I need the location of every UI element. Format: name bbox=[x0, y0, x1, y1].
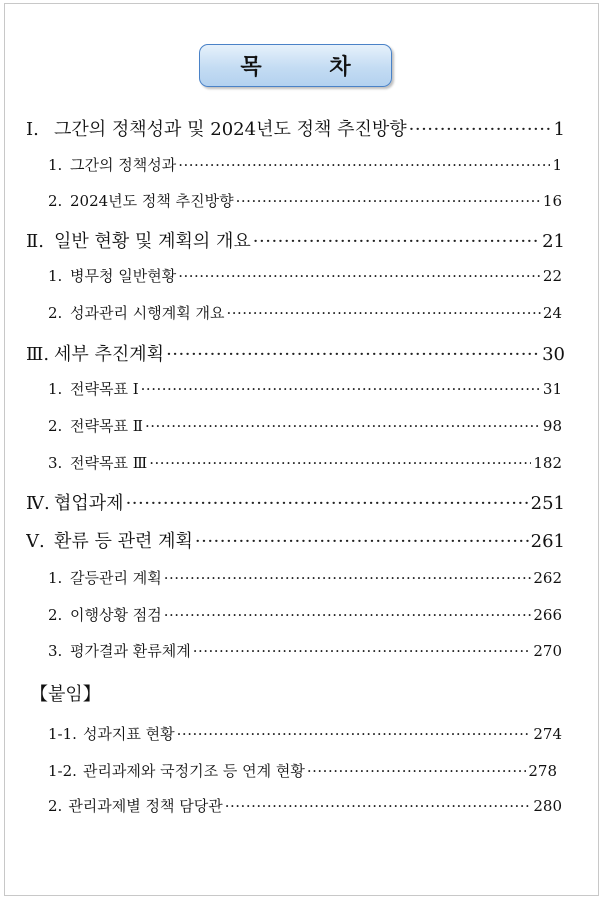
section-number: Ⅴ. bbox=[26, 531, 45, 552]
item-label: 관리과제별 정책 담당관 bbox=[68, 797, 223, 815]
toc-item[interactable] bbox=[48, 640, 562, 661]
dot-leader bbox=[409, 119, 552, 137]
dot-leader bbox=[193, 642, 532, 657]
toc-section[interactable] bbox=[26, 115, 565, 141]
page-number: 280 bbox=[533, 797, 562, 815]
section-label: 세부 추진계획 bbox=[54, 344, 165, 365]
item-label: 평가결과 환류체계 bbox=[70, 642, 191, 660]
page-number: 270 bbox=[533, 642, 562, 660]
item-number: 2. bbox=[48, 797, 63, 815]
section-label: 일반 현황 및 계획의 개요 bbox=[54, 231, 251, 252]
dot-leader bbox=[178, 156, 550, 171]
dot-leader bbox=[307, 762, 526, 777]
toc-title-box bbox=[199, 44, 392, 87]
dot-leader bbox=[236, 192, 541, 207]
section-number: Ⅱ. bbox=[26, 231, 44, 252]
toc-item[interactable] bbox=[48, 415, 562, 436]
dot-leader bbox=[164, 569, 532, 584]
item-label: 성과관리 시행계획 개요 bbox=[70, 304, 225, 322]
dot-leader bbox=[253, 231, 540, 249]
section-label: 협업과제 bbox=[54, 493, 124, 514]
toc-item[interactable] bbox=[48, 265, 562, 286]
section-label: 환류 등 관련 계획 bbox=[54, 531, 193, 552]
item-number: 2. bbox=[48, 417, 63, 435]
page-number: 98 bbox=[542, 417, 562, 435]
toc-item[interactable] bbox=[48, 378, 562, 399]
page-number: 261 bbox=[530, 531, 565, 552]
page-number: 1 bbox=[552, 156, 562, 174]
toc-item[interactable] bbox=[48, 604, 562, 625]
section-label: 그간의 정책성과 및 2024년도 정책 추진방향 bbox=[54, 119, 407, 140]
toc-item[interactable] bbox=[48, 302, 562, 323]
page-number: 21 bbox=[542, 231, 565, 252]
dot-leader bbox=[225, 797, 532, 812]
page-number: 22 bbox=[542, 267, 562, 285]
page-number: 251 bbox=[530, 493, 565, 514]
page-number: 24 bbox=[542, 304, 562, 322]
dot-leader bbox=[178, 267, 541, 282]
page-number: 182 bbox=[533, 454, 562, 472]
dot-leader bbox=[177, 725, 532, 740]
toc-title: 목 차 bbox=[240, 55, 381, 80]
item-label: 2024년도 정책 추진방향 bbox=[70, 192, 234, 210]
dot-leader bbox=[166, 344, 540, 362]
dot-leader bbox=[195, 531, 529, 549]
item-number: 3. bbox=[48, 454, 63, 472]
item-label: 관리과제와 국정기조 등 연계 현황 bbox=[82, 762, 305, 780]
dot-leader bbox=[145, 417, 541, 432]
dot-leader bbox=[226, 304, 540, 319]
toc-annex-item[interactable] bbox=[48, 760, 557, 781]
page-number: 1 bbox=[553, 119, 565, 140]
section-number: Ⅲ. bbox=[26, 344, 50, 365]
page-number: 16 bbox=[542, 192, 562, 210]
dot-leader bbox=[164, 606, 532, 621]
toc-section[interactable] bbox=[26, 489, 565, 515]
item-label: 전략목표 Ⅰ bbox=[70, 380, 139, 398]
section-number: Ⅰ. bbox=[26, 119, 39, 140]
item-label: 전략목표 Ⅲ bbox=[70, 454, 148, 472]
item-number: 1-1. bbox=[48, 725, 77, 743]
page-number: 31 bbox=[542, 380, 562, 398]
annex-title: 【붙임】 bbox=[30, 684, 101, 705]
item-number: 1-2. bbox=[48, 762, 77, 780]
toc-annex-item[interactable] bbox=[48, 723, 562, 744]
toc-item[interactable] bbox=[48, 154, 562, 175]
toc-annex-item[interactable] bbox=[48, 795, 562, 816]
dot-leader bbox=[126, 493, 529, 511]
toc-section[interactable] bbox=[26, 527, 565, 553]
item-label: 전략목표 Ⅱ bbox=[70, 417, 143, 435]
toc-item[interactable] bbox=[48, 452, 562, 473]
item-label: 그간의 정책성과 bbox=[70, 156, 177, 174]
toc-item[interactable] bbox=[48, 190, 562, 211]
page-number: 30 bbox=[542, 344, 565, 365]
item-number: 1. bbox=[48, 156, 63, 174]
item-label: 이행상황 점검 bbox=[70, 606, 162, 624]
item-number: 1. bbox=[48, 569, 63, 587]
item-number: 3. bbox=[48, 642, 63, 660]
page-number: 274 bbox=[533, 725, 562, 743]
dot-leader bbox=[141, 380, 541, 395]
toc-section[interactable] bbox=[26, 227, 565, 253]
item-label: 성과지표 현황 bbox=[82, 725, 175, 743]
item-number: 2. bbox=[48, 606, 63, 624]
item-number: 2. bbox=[48, 192, 63, 210]
page-number: 278 bbox=[528, 762, 557, 780]
toc-item[interactable] bbox=[48, 567, 562, 588]
item-number: 1. bbox=[48, 267, 63, 285]
page-number: 262 bbox=[533, 569, 562, 587]
toc-section[interactable] bbox=[26, 340, 565, 366]
dot-leader bbox=[149, 454, 531, 469]
section-number: Ⅳ. bbox=[26, 493, 50, 514]
item-label: 병무청 일반현황 bbox=[70, 267, 177, 285]
page-number: 266 bbox=[533, 606, 562, 624]
item-label: 갈등관리 계획 bbox=[70, 569, 162, 587]
item-number: 2. bbox=[48, 304, 63, 322]
item-number: 1. bbox=[48, 380, 63, 398]
